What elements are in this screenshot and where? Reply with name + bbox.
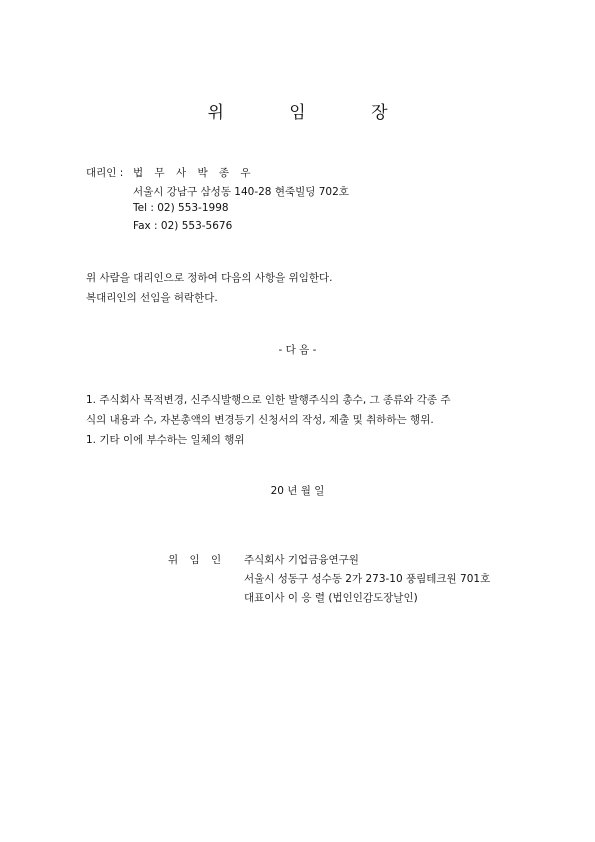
principal-representative: 대표이사 이 응 렬 (법인인감도장날인) xyxy=(244,592,418,604)
document-date: 20 년 월 일 xyxy=(270,485,325,497)
agent-address: 서울시 강남구 삼성동 140-28 현죽빌딩 702호 xyxy=(133,186,349,198)
delegation-statement: 위 사람을 대리인으로 정하여 다음의 사항을 위임한다. xyxy=(86,272,333,284)
principal-address: 서울시 성동구 성수동 2가 273-10 풍림테크원 701호 xyxy=(244,573,491,585)
agent-name: 법 무 사 박 종 우 xyxy=(133,167,255,179)
sub-agent-statement: 복대리인의 선임을 허락한다. xyxy=(86,292,218,304)
delegated-item-line: 1. 기타 이에 부수하는 일체의 행위 xyxy=(86,434,245,446)
delegated-item-line: 식의 내용과 수, 자본총액의 변경등기 신청서의 작성, 제출 및 취하하는 행위. xyxy=(86,414,434,426)
document-title: 위 임 장 xyxy=(207,103,418,123)
principal-company: 주식회사 기업금융연구원 xyxy=(244,554,359,566)
agent-label: 대리인 : xyxy=(86,167,124,179)
agent-tel: Tel : 02) 553-1998 xyxy=(133,202,229,214)
delegated-item-line: 1. 주식회사 목적변경, 신주식발행으로 인한 발행주식의 총수, 그 종류와 각종 주 xyxy=(86,394,451,406)
section-title: - 다 음 - xyxy=(278,344,317,356)
agent-fax: Fax : 02) 553-5676 xyxy=(133,220,233,232)
principal-label: 위 임 인 xyxy=(168,554,226,566)
